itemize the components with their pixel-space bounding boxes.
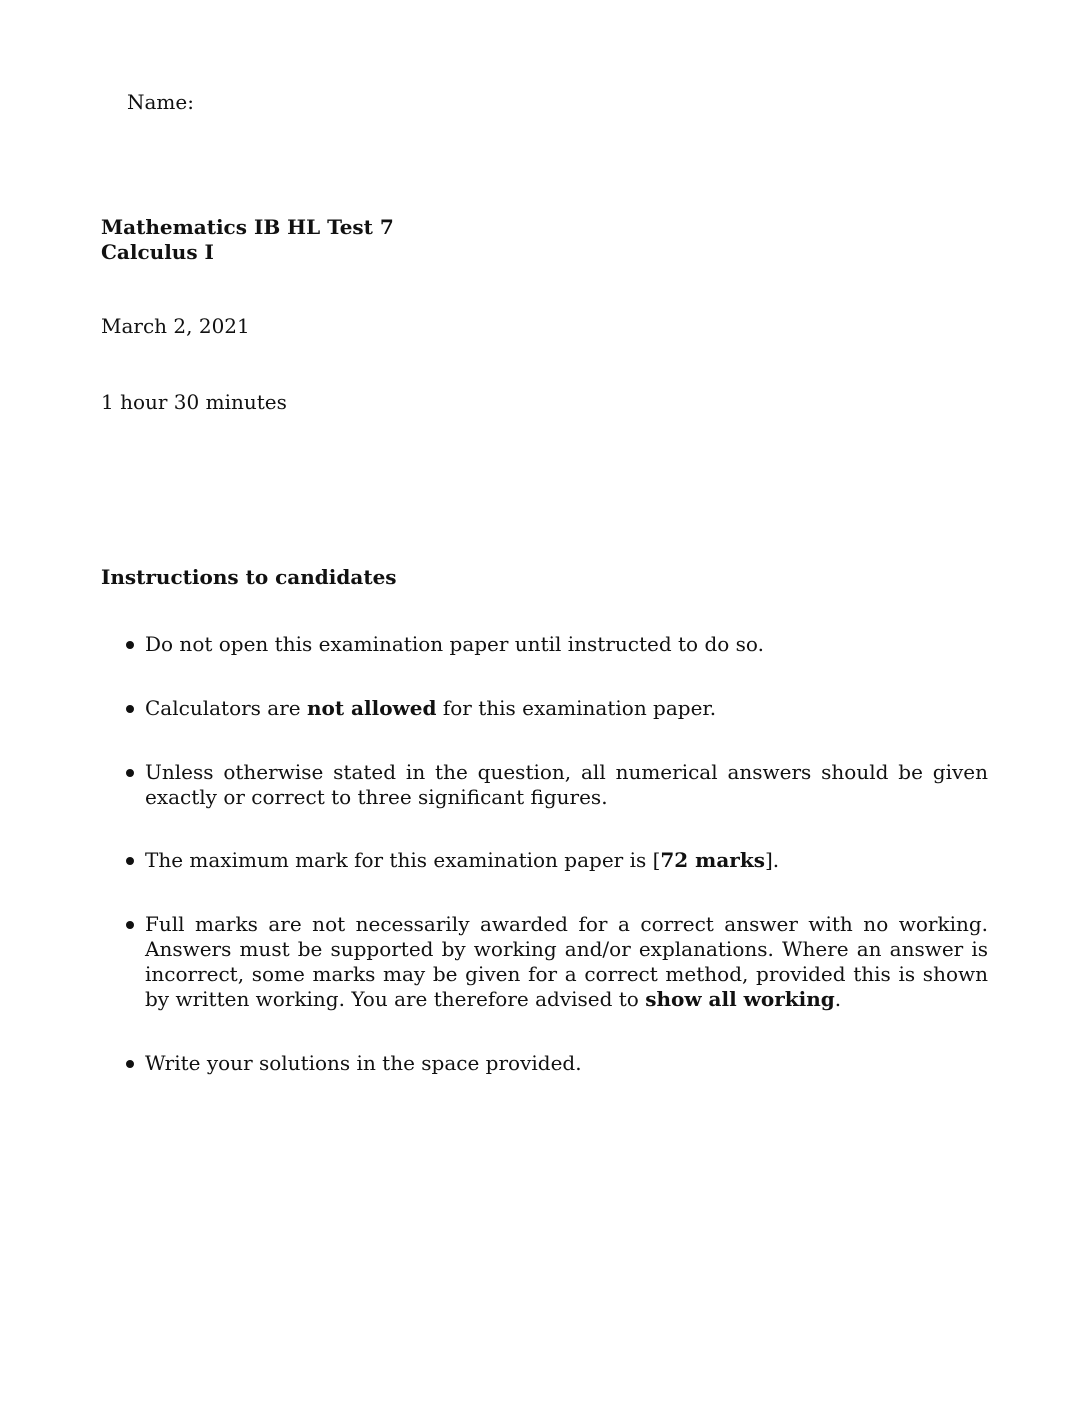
bullet-icon bbox=[126, 769, 134, 777]
instruction-text: ]. bbox=[764, 848, 780, 872]
exam-title-line-1: Mathematics IB HL Test 7 bbox=[101, 215, 394, 239]
bullet-icon bbox=[126, 1060, 134, 1068]
instruction-item bbox=[123, 1051, 988, 1076]
instruction-text: Unless otherwise stated in the question, all numerical answers should be given exactly or correct to three significant figures. bbox=[145, 760, 988, 809]
instructions-list bbox=[123, 632, 988, 1076]
exam-duration: 1 hour 30 minutes bbox=[101, 390, 287, 414]
bullet-icon bbox=[126, 705, 134, 713]
exam-title bbox=[101, 215, 394, 265]
instruction-text: Calculators are bbox=[145, 696, 307, 720]
instruction-text: Full marks are not necessarily awarded for a correct answer with no working. Answers must be supported by working and/or explanations. Where an answer is incorrect, some marks may be given for a correct method, provided this is shown by written working. You are therefore advised to bbox=[145, 912, 988, 1011]
instruction-text: Write your solutions in the space provided. bbox=[145, 1051, 582, 1075]
instructions-heading: Instructions to candidates bbox=[101, 565, 397, 589]
bullet-icon bbox=[126, 921, 134, 929]
bullet-icon bbox=[126, 857, 134, 865]
instruction-text: . bbox=[834, 987, 842, 1011]
instruction-text: The maximum mark for this examination paper is [ bbox=[145, 848, 661, 872]
instruction-item bbox=[123, 632, 988, 657]
exam-title-line-2: Calculus I bbox=[101, 240, 214, 264]
instruction-text: for this examination paper. bbox=[436, 696, 717, 720]
instruction-item bbox=[123, 696, 988, 721]
instruction-emphasis: not allowed bbox=[306, 696, 437, 720]
bullet-icon bbox=[126, 641, 134, 649]
instruction-emphasis: 72 marks bbox=[660, 848, 765, 872]
instruction-item bbox=[123, 848, 988, 873]
instruction-emphasis: show all working bbox=[645, 987, 835, 1011]
exam-date: March 2, 2021 bbox=[101, 314, 250, 338]
name-label: Name: bbox=[127, 90, 194, 114]
instruction-item bbox=[123, 760, 988, 810]
instruction-text: Do not open this examination paper until instructed to do so. bbox=[145, 632, 764, 656]
instruction-item bbox=[123, 912, 988, 1012]
